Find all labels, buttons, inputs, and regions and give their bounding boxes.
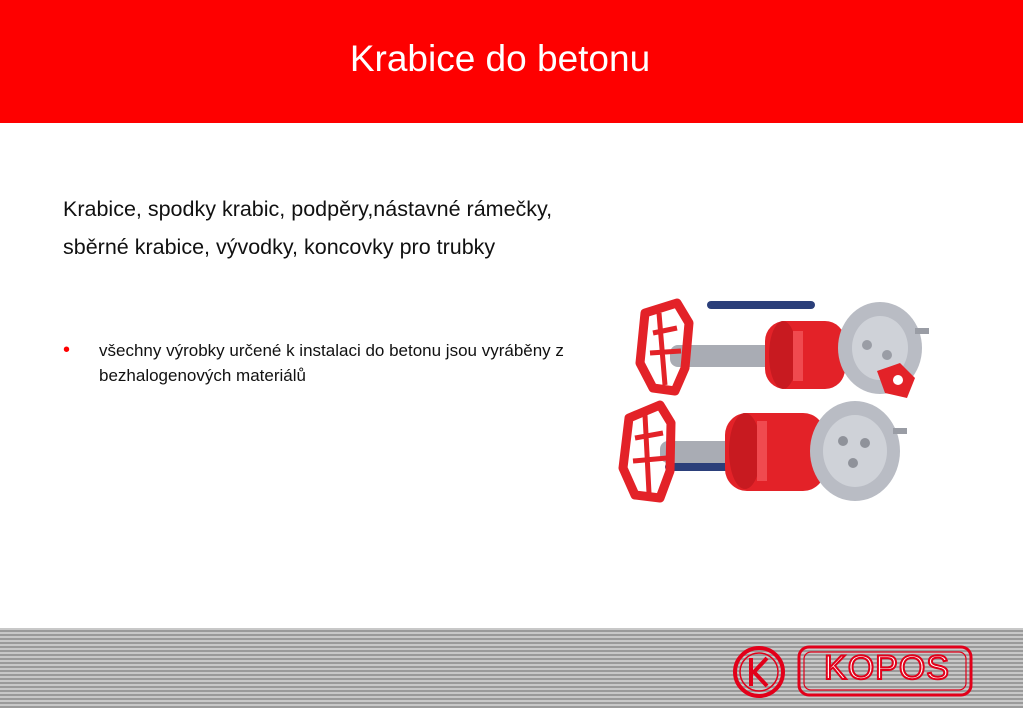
logo-wordmark: KOPOS	[824, 649, 950, 687]
bottom-assembly	[623, 401, 907, 501]
top-assembly	[640, 301, 929, 398]
bullet-text: všechny výrobky určené k instalaci do betonu jsou vyráběny z bezhalogenových materiálů	[99, 341, 564, 385]
kopos-emblem-icon	[730, 643, 788, 701]
concrete-box-product-image	[615, 293, 935, 518]
intro-text: Krabice, spodky krabic, podpěry,nástavné rámečky, sběrné krabice, vývodky, koncovky pro trubky	[63, 197, 553, 259]
title-bar	[0, 0, 1023, 123]
slide-title: Krabice do betonu	[349, 38, 651, 79]
bullet-dot-icon: •	[63, 339, 71, 361]
